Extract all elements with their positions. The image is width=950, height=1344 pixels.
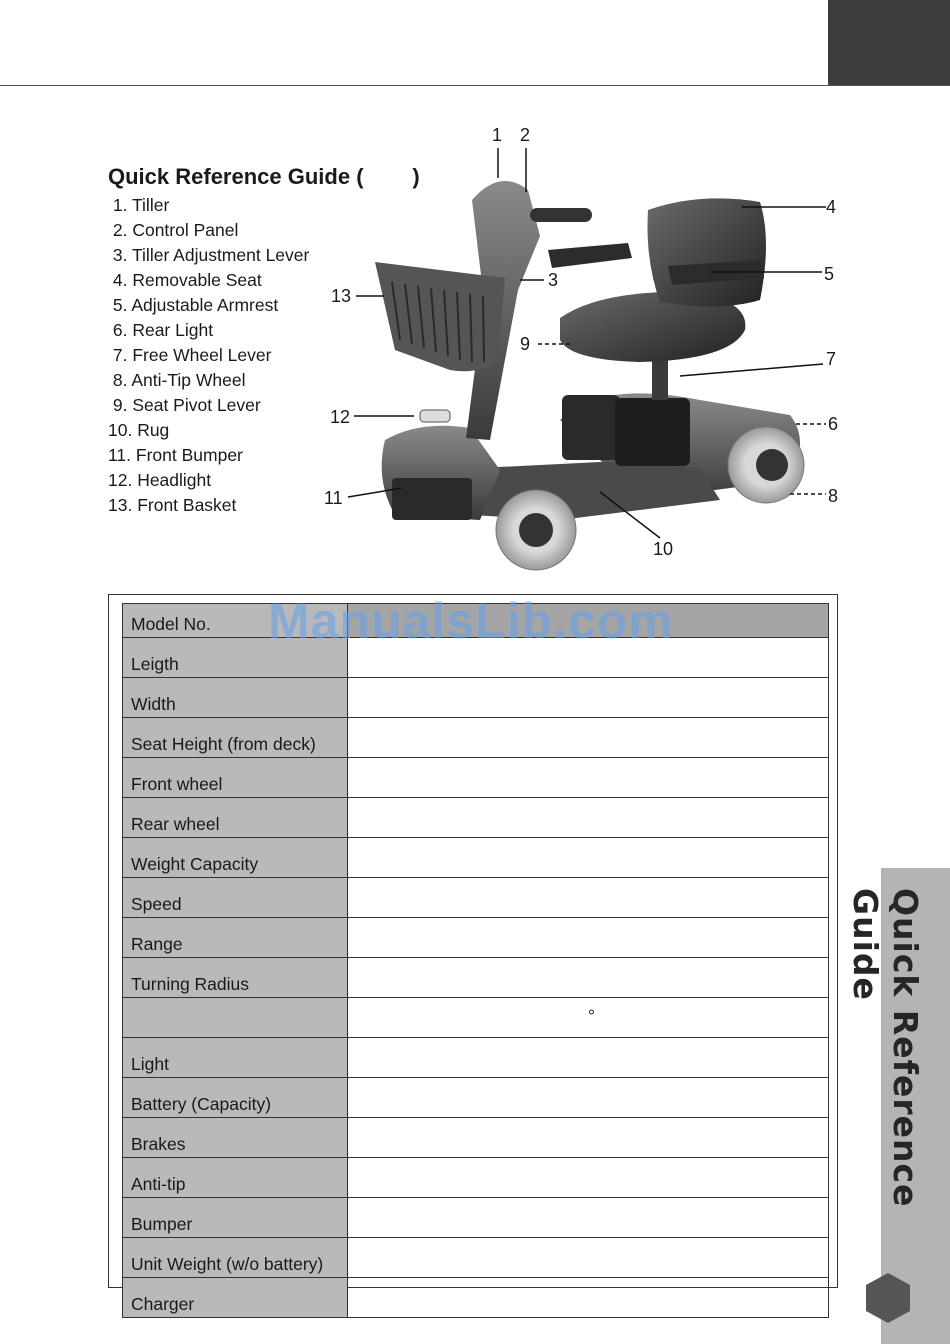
spec-value <box>348 1158 829 1198</box>
callout-1: 1 <box>492 125 503 145</box>
table-row <box>123 1198 829 1238</box>
table-row <box>123 958 829 998</box>
callout-6: 6 <box>828 414 839 434</box>
table-row <box>123 878 829 918</box>
callout-2: 2 <box>520 125 531 145</box>
table-row <box>123 1038 829 1078</box>
part-item: 9. Seat Pivot Lever <box>108 395 261 415</box>
table-row <box>123 998 829 1038</box>
spec-value <box>348 718 829 758</box>
side-tab-label: Quick Reference Guide <box>846 888 925 1208</box>
spec-value <box>348 1118 829 1158</box>
spec-value <box>348 1238 829 1278</box>
spec-label: Rear wheel <box>123 798 348 838</box>
watermark: ManualsLib.com <box>268 593 674 649</box>
table-row <box>123 758 829 798</box>
scooter-illustration <box>0 0 950 590</box>
table-row <box>123 798 829 838</box>
part-item: 3. Tiller Adjustment Lever <box>108 245 310 265</box>
spec-label <box>123 998 348 1038</box>
spec-label: Charger <box>123 1278 348 1318</box>
callout-9: 9 <box>520 334 531 354</box>
part-item: 5. Adjustable Armrest <box>108 295 279 315</box>
callout-11: 11 <box>324 488 343 508</box>
spec-label: Front wheel <box>123 758 348 798</box>
battery-right <box>615 398 690 466</box>
part-item: 12. Headlight <box>108 470 212 490</box>
part-item: 13. Front Basket <box>108 495 237 515</box>
part-item: 7. Free Wheel Lever <box>108 345 272 365</box>
spec-label: Width <box>123 678 348 718</box>
spec-label: Light <box>123 1038 348 1078</box>
table-row <box>123 918 829 958</box>
spec-label: Bumper <box>123 1198 348 1238</box>
spec-label: Range <box>123 918 348 958</box>
guide-title: Quick Reference Guide ( ) <box>108 164 420 189</box>
spec-value <box>348 958 829 998</box>
table-row <box>123 718 829 758</box>
table-row <box>123 1278 829 1318</box>
part-item: 11. Front Bumper <box>108 445 243 465</box>
spec-value: ° <box>348 998 829 1038</box>
armrest-left <box>548 243 632 268</box>
spec-label: Unit Weight (w/o battery) <box>123 1238 348 1278</box>
spec-value <box>348 918 829 958</box>
callout-8: 8 <box>828 486 839 506</box>
spec-label: Turning Radius <box>123 958 348 998</box>
spec-label: Weight Capacity <box>123 838 348 878</box>
callout-4: 4 <box>826 197 837 217</box>
part-item: 4. Removable Seat <box>108 270 262 290</box>
spec-value <box>348 838 829 878</box>
part-item: 2. Control Panel <box>108 220 239 240</box>
table-row <box>123 678 829 718</box>
headlight-shape <box>420 410 450 422</box>
spec-label: Brakes <box>123 1118 348 1158</box>
callout-7: 7 <box>826 349 837 369</box>
basket-shape <box>375 262 505 371</box>
hexagon-icon <box>865 1272 911 1324</box>
spec-label: Seat Height (from deck) <box>123 718 348 758</box>
spec-value <box>348 798 829 838</box>
callout-5: 5 <box>824 264 835 284</box>
front-bumper-shape <box>392 478 472 520</box>
spec-value <box>348 1198 829 1238</box>
spec-value <box>348 678 829 718</box>
callout-13: 13 <box>331 286 352 306</box>
part-item: 1. Tiller <box>108 195 170 215</box>
part-item: 8. Anti-Tip Wheel <box>108 370 246 390</box>
spec-label: Anti-tip <box>123 1158 348 1198</box>
table-row <box>123 1118 829 1158</box>
tiller-handle <box>530 208 592 222</box>
seat-back <box>648 198 767 306</box>
table-row <box>123 1238 829 1278</box>
callout-3: 3 <box>548 270 559 290</box>
spec-value <box>348 1038 829 1078</box>
spec-label: Leigth <box>123 638 348 678</box>
spec-label: Model No. <box>123 604 348 638</box>
part-item: 6. Rear Light <box>108 320 214 340</box>
table-row <box>123 1158 829 1198</box>
table-row <box>123 838 829 878</box>
spec-value <box>348 1078 829 1118</box>
part-item: 10. Rug <box>108 420 170 440</box>
callout-10: 10 <box>653 539 674 559</box>
spec-value <box>348 878 829 918</box>
callout-12: 12 <box>330 407 351 427</box>
spec-value <box>348 1278 829 1318</box>
spec-label: Battery (Capacity) <box>123 1078 348 1118</box>
spec-table <box>122 603 829 1318</box>
table-row <box>123 1078 829 1118</box>
battery-left <box>562 395 620 460</box>
spec-label: Speed <box>123 878 348 918</box>
spec-value <box>348 758 829 798</box>
